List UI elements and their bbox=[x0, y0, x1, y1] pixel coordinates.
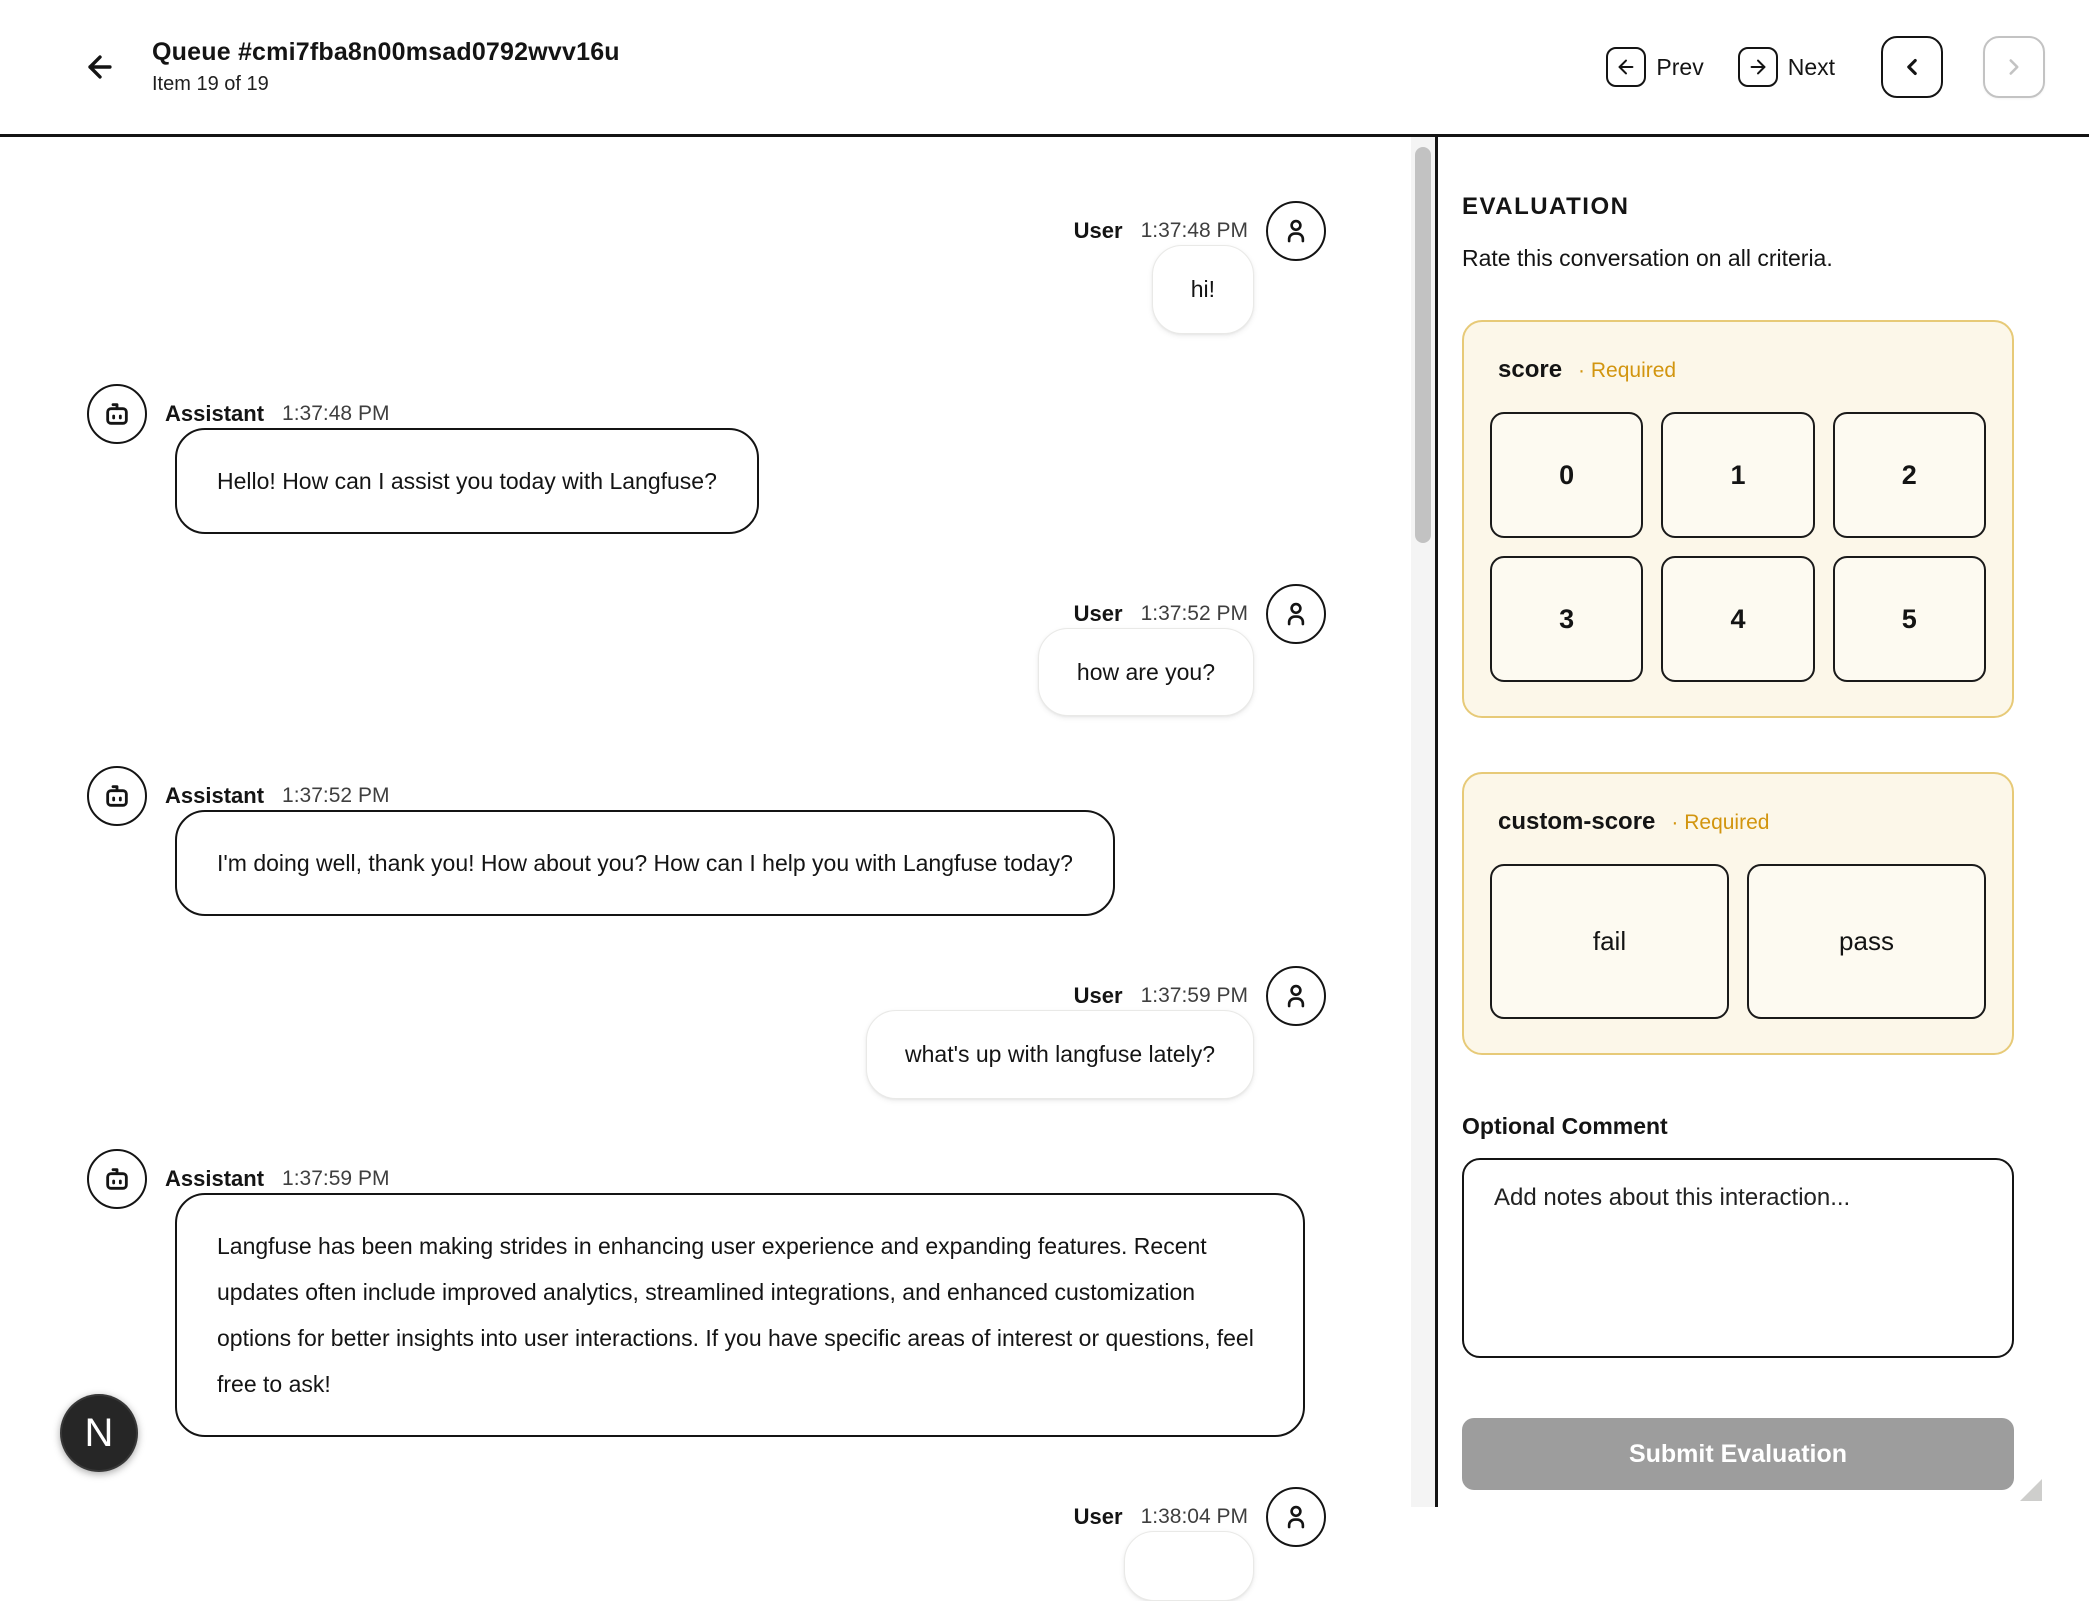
criterion-card-score bbox=[1462, 320, 2014, 718]
back-button[interactable] bbox=[76, 43, 124, 91]
message-timestamp: 1:37:59 PM bbox=[1140, 984, 1248, 1007]
message-bubble: how are you? bbox=[1038, 628, 1254, 717]
message-role: User bbox=[1073, 218, 1123, 243]
message-role: User bbox=[1073, 983, 1123, 1008]
option-custom-score-pass[interactable]: pass bbox=[1747, 864, 1986, 1019]
chat-scrollbar[interactable] bbox=[1411, 137, 1435, 1507]
prev-label: Prev bbox=[1656, 53, 1704, 80]
user-message-group bbox=[87, 966, 1411, 1099]
message-bubble: I'm doing well, thank you! How about you? How can I help you with Langfuse today? bbox=[175, 810, 1115, 916]
scrollbar-thumb[interactable] bbox=[1415, 147, 1431, 543]
criterion-name: score bbox=[1498, 356, 1563, 383]
user-icon bbox=[1266, 584, 1326, 644]
conversation-panel bbox=[0, 137, 1411, 1529]
required-badge: · Required bbox=[1671, 811, 1770, 834]
user-message-group bbox=[87, 201, 1411, 334]
bot-icon bbox=[87, 384, 147, 444]
user-message-group bbox=[87, 1487, 1411, 1601]
assistant-message-group bbox=[87, 1149, 1411, 1437]
assistant-message-group bbox=[87, 766, 1411, 916]
criterion-options bbox=[1490, 864, 1986, 1019]
option-score-0[interactable]: 0 bbox=[1490, 412, 1643, 538]
message-timestamp: 1:37:48 PM bbox=[1140, 219, 1248, 242]
bot-icon bbox=[87, 766, 147, 826]
message-bubble: what's up with langfuse lately? bbox=[866, 1010, 1254, 1099]
criterion-options bbox=[1490, 412, 1986, 682]
submit-evaluation-button[interactable]: Submit Evaluation bbox=[1462, 1418, 2014, 1490]
message-timestamp: 1:38:04 PM bbox=[1140, 1504, 1248, 1528]
user-icon bbox=[1266, 966, 1326, 1026]
header-actions bbox=[1606, 36, 2045, 98]
comment-label: Optional Comment bbox=[1462, 1113, 1668, 1139]
criterion-header bbox=[1490, 808, 1986, 836]
message-bubble bbox=[1124, 1531, 1254, 1601]
page-right-button[interactable] bbox=[1983, 36, 2045, 98]
arrow-left-icon bbox=[1606, 47, 1646, 87]
next-button[interactable] bbox=[1738, 47, 1835, 87]
criteria-list bbox=[1462, 320, 2014, 1109]
message-role: User bbox=[1073, 1503, 1123, 1529]
page-left-button[interactable] bbox=[1881, 36, 1943, 98]
evaluation-panel bbox=[1438, 137, 2089, 1507]
arrow-right-icon bbox=[1738, 47, 1778, 87]
user-icon bbox=[1266, 1487, 1326, 1547]
message-role: User bbox=[1073, 600, 1123, 626]
chevron-left-icon bbox=[1899, 54, 1925, 80]
message-timestamp: 1:37:52 PM bbox=[1140, 601, 1248, 625]
option-score-4[interactable]: 4 bbox=[1661, 556, 1814, 682]
message-role: Assistant bbox=[165, 400, 265, 426]
assistant-message-group bbox=[87, 384, 1411, 534]
user-icon bbox=[1266, 201, 1326, 261]
user-message-group bbox=[87, 584, 1411, 717]
evaluation-subheading: Rate this conversation on all criteria. bbox=[1462, 245, 1833, 271]
criterion-header bbox=[1490, 356, 1986, 384]
pager-buttons bbox=[1881, 36, 2045, 98]
message-bubble: Hello! How can I assist you today with Langfuse? bbox=[175, 428, 759, 534]
message-role: Assistant bbox=[165, 1165, 265, 1191]
main-split bbox=[0, 137, 2089, 1529]
message-role: Assistant bbox=[165, 783, 265, 808]
option-custom-score-fail[interactable]: fail bbox=[1490, 864, 1729, 1019]
criterion-name: custom-score bbox=[1498, 808, 1656, 835]
message-timestamp: 1:37:48 PM bbox=[282, 401, 390, 425]
message-bubble: Langfuse has been making strides in enhancing user experience and expanding features. Recent updates often include improved analytics, streamlined integrations, and enhanced customization options for better insights into user interactions. If you have specific areas of interest or questions, feel free to ask! bbox=[175, 1193, 1305, 1437]
bot-icon bbox=[87, 1149, 147, 1209]
message-timestamp: 1:37:59 PM bbox=[282, 1166, 390, 1190]
message-timestamp: 1:37:52 PM bbox=[282, 784, 390, 807]
resize-grip-icon[interactable] bbox=[2020, 1479, 2042, 1501]
comment-input[interactable] bbox=[1462, 1158, 2014, 1358]
header-titles bbox=[152, 38, 620, 96]
item-counter: Item 19 of 19 bbox=[152, 73, 269, 95]
nextjs-dev-badge[interactable]: N bbox=[60, 1394, 138, 1472]
option-score-1[interactable]: 1 bbox=[1661, 412, 1814, 538]
next-label: Next bbox=[1787, 53, 1835, 80]
header bbox=[0, 0, 2089, 137]
criterion-card-custom-score bbox=[1462, 772, 2014, 1055]
prev-button[interactable] bbox=[1606, 47, 1703, 87]
option-score-2[interactable]: 2 bbox=[1833, 412, 1986, 538]
message-bubble: hi! bbox=[1152, 245, 1254, 334]
chevron-right-icon bbox=[2001, 54, 2027, 80]
page-title: Queue #cmi7fba8n00msad0792wvv16u bbox=[152, 38, 620, 66]
arrow-left-icon bbox=[83, 50, 117, 84]
required-badge: · Required bbox=[1578, 359, 1677, 382]
option-score-3[interactable]: 3 bbox=[1490, 556, 1643, 682]
evaluation-heading: EVALUATION bbox=[1462, 193, 1630, 220]
option-score-5[interactable]: 5 bbox=[1833, 556, 1986, 682]
